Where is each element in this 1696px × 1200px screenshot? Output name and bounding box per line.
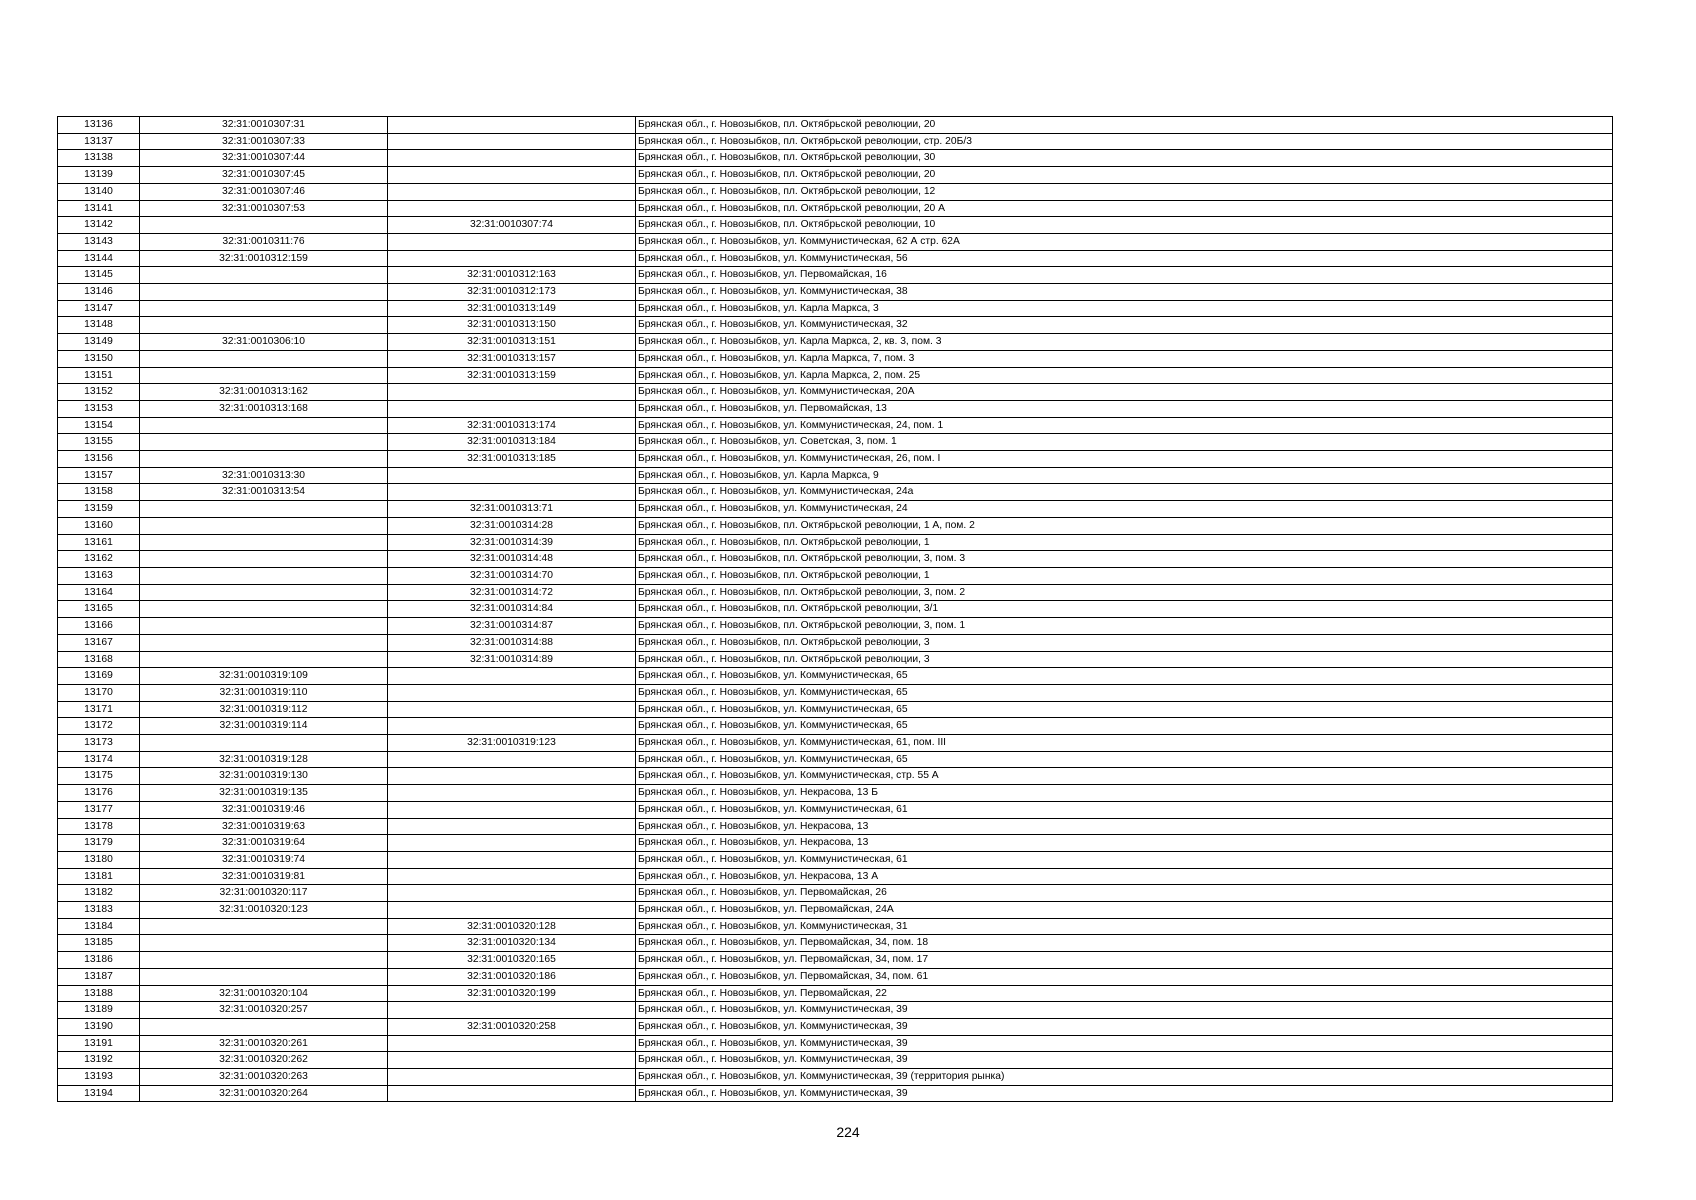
- row-number-cell: 13183: [58, 902, 140, 919]
- cadastral-number-cell: 32:31:0010307:45: [140, 167, 388, 184]
- address-cell: Брянская обл., г. Новозыбков, ул. Коммунистическая, 65: [636, 751, 1613, 768]
- related-cadastral-number-cell: [388, 400, 636, 417]
- cadastral-number-cell: 32:31:0010319:112: [140, 701, 388, 718]
- row-number-cell: 13174: [58, 751, 140, 768]
- address-cell: Брянская обл., г. Новозыбков, пл. Октябрьской революции, стр. 20Б/3: [636, 133, 1613, 150]
- address-cell: Брянская обл., г. Новозыбков, пл. Октябрьской революции, 3: [636, 634, 1613, 651]
- row-number-cell: 13156: [58, 451, 140, 468]
- related-cadastral-number-cell: 32:31:0010307:74: [388, 217, 636, 234]
- cadastral-number-cell: 32:31:0010319:63: [140, 818, 388, 835]
- table-row: [58, 902, 1613, 919]
- cadastral-number-cell: [140, 267, 388, 284]
- table-row: [58, 584, 1613, 601]
- row-number-cell: 13137: [58, 133, 140, 150]
- cadastral-number-cell: 32:31:0010320:264: [140, 1085, 388, 1102]
- cadastral-number-cell: 32:31:0010307:53: [140, 200, 388, 217]
- cadastral-number-cell: 32:31:0010319:64: [140, 835, 388, 852]
- cadastral-number-cell: 32:31:0010311:76: [140, 233, 388, 250]
- row-number-cell: 13165: [58, 601, 140, 618]
- table-row: [58, 851, 1613, 868]
- row-number-cell: 13189: [58, 1002, 140, 1019]
- related-cadastral-number-cell: 32:31:0010314:87: [388, 618, 636, 635]
- address-cell: Брянская обл., г. Новозыбков, ул. Коммунистическая, 38: [636, 284, 1613, 301]
- related-cadastral-number-cell: 32:31:0010313:149: [388, 300, 636, 317]
- cadastral-number-cell: [140, 935, 388, 952]
- page-number: 224: [836, 1124, 860, 1140]
- table-row: [58, 601, 1613, 618]
- table-row: [58, 300, 1613, 317]
- row-number-cell: 13172: [58, 718, 140, 735]
- cadastral-number-cell: [140, 350, 388, 367]
- cadastral-number-cell: 32:31:0010313:168: [140, 400, 388, 417]
- related-cadastral-number-cell: 32:31:0010313:184: [388, 434, 636, 451]
- table-row: [58, 634, 1613, 651]
- row-number-cell: 13184: [58, 918, 140, 935]
- related-cadastral-number-cell: [388, 718, 636, 735]
- related-cadastral-number-cell: 32:31:0010313:159: [388, 367, 636, 384]
- related-cadastral-number-cell: 32:31:0010314:39: [388, 534, 636, 551]
- row-number-cell: 13146: [58, 284, 140, 301]
- related-cadastral-number-cell: [388, 1085, 636, 1102]
- table-row: [58, 417, 1613, 434]
- cadastral-number-cell: [140, 451, 388, 468]
- row-number-cell: 13192: [58, 1052, 140, 1069]
- table-row: [58, 985, 1613, 1002]
- table-row: [58, 1035, 1613, 1052]
- row-number-cell: 13140: [58, 183, 140, 200]
- address-cell: Брянская обл., г. Новозыбков, пл. Октябрьской революции, 3, пом. 1: [636, 618, 1613, 635]
- cadastral-number-cell: 32:31:0010319:74: [140, 851, 388, 868]
- address-cell: Брянская обл., г. Новозыбков, ул. Карла Маркса, 9: [636, 467, 1613, 484]
- address-cell: Брянская обл., г. Новозыбков, ул. Первомайская, 34, пом. 61: [636, 968, 1613, 985]
- address-cell: Брянская обл., г. Новозыбков, ул. Коммунистическая, 39 (территория рынка): [636, 1069, 1613, 1086]
- address-cell: Брянская обл., г. Новозыбков, ул. Коммунистическая, 39: [636, 1035, 1613, 1052]
- table-row: [58, 868, 1613, 885]
- cadastral-number-cell: [140, 601, 388, 618]
- cadastral-number-cell: 32:31:0010319:81: [140, 868, 388, 885]
- table-row: [58, 818, 1613, 835]
- address-cell: Брянская обл., г. Новозыбков, ул. Советская, 3, пом. 1: [636, 434, 1613, 451]
- row-number-cell: 13162: [58, 551, 140, 568]
- cadastral-number-cell: [140, 501, 388, 518]
- table-row: [58, 684, 1613, 701]
- cadastral-number-cell: [140, 1018, 388, 1035]
- related-cadastral-number-cell: 32:31:0010313:71: [388, 501, 636, 518]
- row-number-cell: 13187: [58, 968, 140, 985]
- row-number-cell: 13185: [58, 935, 140, 952]
- table-row: [58, 233, 1613, 250]
- row-number-cell: 13193: [58, 1069, 140, 1086]
- related-cadastral-number-cell: [388, 484, 636, 501]
- table-row: [58, 567, 1613, 584]
- cadastral-number-cell: [140, 634, 388, 651]
- table-row: [58, 785, 1613, 802]
- address-cell: Брянская обл., г. Новозыбков, ул. Некрасова, 13 А: [636, 868, 1613, 885]
- address-cell: Брянская обл., г. Новозыбков, ул. Коммунистическая, 65: [636, 718, 1613, 735]
- address-cell: Брянская обл., г. Новозыбков, ул. Карла Маркса, 2, кв. 3, пом. 3: [636, 334, 1613, 351]
- cadastral-number-cell: 32:31:0010307:46: [140, 183, 388, 200]
- row-number-cell: 13164: [58, 584, 140, 601]
- row-number-cell: 13180: [58, 851, 140, 868]
- address-cell: Брянская обл., г. Новозыбков, пл. Октябрьской революции, 1: [636, 567, 1613, 584]
- cadastral-number-cell: [140, 618, 388, 635]
- registry-table: [57, 116, 1613, 1102]
- related-cadastral-number-cell: 32:31:0010320:134: [388, 935, 636, 952]
- cadastral-number-cell: [140, 584, 388, 601]
- address-cell: Брянская обл., г. Новозыбков, ул. Коммунистическая, 61, пом. III: [636, 735, 1613, 752]
- table-row: [58, 484, 1613, 501]
- related-cadastral-number-cell: 32:31:0010320:258: [388, 1018, 636, 1035]
- table-row: [58, 952, 1613, 969]
- cadastral-number-cell: 32:31:0010307:33: [140, 133, 388, 150]
- row-number-cell: 13167: [58, 634, 140, 651]
- related-cadastral-number-cell: [388, 1069, 636, 1086]
- table-row: [58, 701, 1613, 718]
- related-cadastral-number-cell: 32:31:0010313:157: [388, 350, 636, 367]
- table-row: [58, 885, 1613, 902]
- address-cell: Брянская обл., г. Новозыбков, ул. Коммунистическая, 39: [636, 1085, 1613, 1102]
- related-cadastral-number-cell: 32:31:0010320:186: [388, 968, 636, 985]
- table-row: [58, 217, 1613, 234]
- cadastral-number-cell: 32:31:0010319:130: [140, 768, 388, 785]
- related-cadastral-number-cell: [388, 885, 636, 902]
- related-cadastral-number-cell: [388, 117, 636, 134]
- table-row: [58, 801, 1613, 818]
- row-number-cell: 13154: [58, 417, 140, 434]
- row-number-cell: 13179: [58, 835, 140, 852]
- address-cell: Брянская обл., г. Новозыбков, ул. Первомайская, 26: [636, 885, 1613, 902]
- related-cadastral-number-cell: [388, 835, 636, 852]
- related-cadastral-number-cell: [388, 818, 636, 835]
- cadastral-number-cell: [140, 918, 388, 935]
- related-cadastral-number-cell: [388, 1035, 636, 1052]
- related-cadastral-number-cell: [388, 250, 636, 267]
- table-row: [58, 935, 1613, 952]
- cadastral-number-cell: [140, 300, 388, 317]
- cadastral-number-cell: [140, 952, 388, 969]
- table-row: [58, 167, 1613, 184]
- address-cell: Брянская обл., г. Новозыбков, ул. Коммунистическая, 20А: [636, 384, 1613, 401]
- table-row: [58, 534, 1613, 551]
- table-row: [58, 918, 1613, 935]
- address-cell: Брянская обл., г. Новозыбков, ул. Коммунистическая, 39: [636, 1018, 1613, 1035]
- cadastral-number-cell: 32:31:0010320:104: [140, 985, 388, 1002]
- address-cell: Брянская обл., г. Новозыбков, ул. Некрасова, 13 Б: [636, 785, 1613, 802]
- row-number-cell: 13159: [58, 501, 140, 518]
- related-cadastral-number-cell: 32:31:0010320:199: [388, 985, 636, 1002]
- table-row: [58, 1085, 1613, 1102]
- address-cell: Брянская обл., г. Новозыбков, ул. Коммунистическая, 39: [636, 1052, 1613, 1069]
- address-cell: Брянская обл., г. Новозыбков, ул. Коммунистическая, 61: [636, 801, 1613, 818]
- address-cell: Брянская обл., г. Новозыбков, ул. Некрасова, 13: [636, 835, 1613, 852]
- table-row: [58, 1069, 1613, 1086]
- cadastral-number-cell: [140, 517, 388, 534]
- related-cadastral-number-cell: 32:31:0010313:185: [388, 451, 636, 468]
- cadastral-number-cell: 32:31:0010319:46: [140, 801, 388, 818]
- row-number-cell: 13182: [58, 885, 140, 902]
- table-row: [58, 1002, 1613, 1019]
- address-cell: Брянская обл., г. Новозыбков, ул. Карла Маркса, 7, пом. 3: [636, 350, 1613, 367]
- row-number-cell: 13147: [58, 300, 140, 317]
- row-number-cell: 13175: [58, 768, 140, 785]
- address-cell: Брянская обл., г. Новозыбков, пл. Октябрьской революции, 3, пом. 3: [636, 551, 1613, 568]
- address-cell: Брянская обл., г. Новозыбков, ул. Первомайская, 24А: [636, 902, 1613, 919]
- related-cadastral-number-cell: [388, 167, 636, 184]
- row-number-cell: 13160: [58, 517, 140, 534]
- table-row: [58, 434, 1613, 451]
- related-cadastral-number-cell: [388, 183, 636, 200]
- related-cadastral-number-cell: [388, 868, 636, 885]
- address-cell: Брянская обл., г. Новозыбков, ул. Карла Маркса, 3: [636, 300, 1613, 317]
- related-cadastral-number-cell: [388, 384, 636, 401]
- row-number-cell: 13150: [58, 350, 140, 367]
- related-cadastral-number-cell: [388, 467, 636, 484]
- row-number-cell: 13194: [58, 1085, 140, 1102]
- address-cell: Брянская обл., г. Новозыбков, ул. Первомайская, 13: [636, 400, 1613, 417]
- cadastral-number-cell: 32:31:0010307:31: [140, 117, 388, 134]
- table-row: [58, 501, 1613, 518]
- related-cadastral-number-cell: 32:31:0010314:48: [388, 551, 636, 568]
- address-cell: Брянская обл., г. Новозыбков, ул. Первомайская, 34, пом. 17: [636, 952, 1613, 969]
- cadastral-number-cell: [140, 651, 388, 668]
- table-row: [58, 751, 1613, 768]
- table-row: [58, 1018, 1613, 1035]
- related-cadastral-number-cell: [388, 150, 636, 167]
- related-cadastral-number-cell: [388, 701, 636, 718]
- table-row: [58, 350, 1613, 367]
- address-cell: Брянская обл., г. Новозыбков, ул. Первомайская, 22: [636, 985, 1613, 1002]
- cadastral-number-cell: [140, 434, 388, 451]
- table-row: [58, 618, 1613, 635]
- table-row: [58, 651, 1613, 668]
- row-number-cell: 13149: [58, 334, 140, 351]
- address-cell: Брянская обл., г. Новозыбков, пл. Октябрьской революции, 12: [636, 183, 1613, 200]
- cadastral-number-cell: [140, 284, 388, 301]
- related-cadastral-number-cell: 32:31:0010313:150: [388, 317, 636, 334]
- row-number-cell: 13141: [58, 200, 140, 217]
- related-cadastral-number-cell: [388, 902, 636, 919]
- row-number-cell: 13176: [58, 785, 140, 802]
- cadastral-number-cell: 32:31:0010306:10: [140, 334, 388, 351]
- related-cadastral-number-cell: 32:31:0010320:128: [388, 918, 636, 935]
- address-cell: Брянская обл., г. Новозыбков, пл. Октябрьской революции, 20 А: [636, 200, 1613, 217]
- row-number-cell: 13155: [58, 434, 140, 451]
- related-cadastral-number-cell: [388, 668, 636, 685]
- related-cadastral-number-cell: 32:31:0010312:173: [388, 284, 636, 301]
- row-number-cell: 13170: [58, 684, 140, 701]
- table-row: [58, 968, 1613, 985]
- address-cell: Брянская обл., г. Новозыбков, ул. Коммунистическая, 32: [636, 317, 1613, 334]
- related-cadastral-number-cell: [388, 801, 636, 818]
- cadastral-number-cell: 32:31:0010319:114: [140, 718, 388, 735]
- address-cell: Брянская обл., г. Новозыбков, пл. Октябрьской революции, 20: [636, 167, 1613, 184]
- cadastral-number-cell: 32:31:0010319:135: [140, 785, 388, 802]
- address-cell: Брянская обл., г. Новозыбков, ул. Первомайская, 34, пом. 18: [636, 935, 1613, 952]
- cadastral-number-cell: [140, 551, 388, 568]
- address-cell: Брянская обл., г. Новозыбков, пл. Октябрьской революции, 3, пом. 2: [636, 584, 1613, 601]
- cadastral-number-cell: 32:31:0010313:54: [140, 484, 388, 501]
- registry-table-body: [58, 117, 1613, 1102]
- related-cadastral-number-cell: 32:31:0010312:163: [388, 267, 636, 284]
- row-number-cell: 13143: [58, 233, 140, 250]
- address-cell: Брянская обл., г. Новозыбков, ул. Коммунистическая, 61: [636, 851, 1613, 868]
- row-number-cell: 13177: [58, 801, 140, 818]
- cadastral-number-cell: [140, 567, 388, 584]
- row-number-cell: 13163: [58, 567, 140, 584]
- table-row: [58, 317, 1613, 334]
- table-row: [58, 451, 1613, 468]
- row-number-cell: 13136: [58, 117, 140, 134]
- cadastral-number-cell: 32:31:0010319:109: [140, 668, 388, 685]
- cadastral-number-cell: 32:31:0010319:110: [140, 684, 388, 701]
- row-number-cell: 13191: [58, 1035, 140, 1052]
- address-cell: Брянская обл., г. Новозыбков, ул. Коммунистическая, 65: [636, 701, 1613, 718]
- table-row: [58, 551, 1613, 568]
- address-cell: Брянская обл., г. Новозыбков, ул. Коммунистическая, 65: [636, 668, 1613, 685]
- row-number-cell: 13145: [58, 267, 140, 284]
- row-number-cell: 13171: [58, 701, 140, 718]
- row-number-cell: 13139: [58, 167, 140, 184]
- related-cadastral-number-cell: 32:31:0010314:84: [388, 601, 636, 618]
- row-number-cell: 13173: [58, 735, 140, 752]
- cadastral-number-cell: [140, 417, 388, 434]
- row-number-cell: 13144: [58, 250, 140, 267]
- address-cell: Брянская обл., г. Новозыбков, ул. Коммунистическая, 26, пом. I: [636, 451, 1613, 468]
- table-row: [58, 1052, 1613, 1069]
- row-number-cell: 13152: [58, 384, 140, 401]
- cadastral-number-cell: 32:31:0010319:128: [140, 751, 388, 768]
- row-number-cell: 13138: [58, 150, 140, 167]
- row-number-cell: 13166: [58, 618, 140, 635]
- address-cell: Брянская обл., г. Новозыбков, ул. Коммунистическая, 62 А стр. 62А: [636, 233, 1613, 250]
- row-number-cell: 13190: [58, 1018, 140, 1035]
- table-row: [58, 718, 1613, 735]
- related-cadastral-number-cell: 32:31:0010314:70: [388, 567, 636, 584]
- related-cadastral-number-cell: 32:31:0010314:88: [388, 634, 636, 651]
- related-cadastral-number-cell: [388, 851, 636, 868]
- related-cadastral-number-cell: [388, 768, 636, 785]
- cadastral-number-cell: [140, 534, 388, 551]
- row-number-cell: 13168: [58, 651, 140, 668]
- table-row: [58, 367, 1613, 384]
- address-cell: Брянская обл., г. Новозыбков, ул. Коммунистическая, 24а: [636, 484, 1613, 501]
- row-number-cell: 13151: [58, 367, 140, 384]
- related-cadastral-number-cell: [388, 785, 636, 802]
- table-row: [58, 200, 1613, 217]
- related-cadastral-number-cell: 32:31:0010313:151: [388, 334, 636, 351]
- related-cadastral-number-cell: [388, 233, 636, 250]
- table-row: [58, 250, 1613, 267]
- cadastral-number-cell: 32:31:0010307:44: [140, 150, 388, 167]
- address-cell: Брянская обл., г. Новозыбков, пл. Октябрьской революции, 30: [636, 150, 1613, 167]
- table-row: [58, 284, 1613, 301]
- table-row: [58, 334, 1613, 351]
- cadastral-number-cell: 32:31:0010320:261: [140, 1035, 388, 1052]
- table-row: [58, 467, 1613, 484]
- cadastral-number-cell: 32:31:0010320:123: [140, 902, 388, 919]
- related-cadastral-number-cell: 32:31:0010314:72: [388, 584, 636, 601]
- cadastral-number-cell: 32:31:0010313:162: [140, 384, 388, 401]
- cadastral-number-cell: 32:31:0010313:30: [140, 467, 388, 484]
- table-row: [58, 835, 1613, 852]
- row-number-cell: 13153: [58, 400, 140, 417]
- address-cell: Брянская обл., г. Новозыбков, ул. Некрасова, 13: [636, 818, 1613, 835]
- related-cadastral-number-cell: [388, 751, 636, 768]
- table-row: [58, 150, 1613, 167]
- row-number-cell: 13142: [58, 217, 140, 234]
- address-cell: Брянская обл., г. Новозыбков, пл. Октябрьской революции, 1: [636, 534, 1613, 551]
- related-cadastral-number-cell: 32:31:0010320:165: [388, 952, 636, 969]
- address-cell: Брянская обл., г. Новозыбков, ул. Коммунистическая, 65: [636, 684, 1613, 701]
- cadastral-number-cell: [140, 317, 388, 334]
- cadastral-number-cell: 32:31:0010320:263: [140, 1069, 388, 1086]
- row-number-cell: 13157: [58, 467, 140, 484]
- table-row: [58, 267, 1613, 284]
- cadastral-number-cell: [140, 367, 388, 384]
- cadastral-number-cell: 32:31:0010320:117: [140, 885, 388, 902]
- cadastral-number-cell: 32:31:0010320:257: [140, 1002, 388, 1019]
- row-number-cell: 13181: [58, 868, 140, 885]
- table-row: [58, 668, 1613, 685]
- address-cell: Брянская обл., г. Новозыбков, ул. Карла Маркса, 2, пом. 25: [636, 367, 1613, 384]
- related-cadastral-number-cell: [388, 133, 636, 150]
- cadastral-number-cell: 32:31:0010312:159: [140, 250, 388, 267]
- table-row: [58, 384, 1613, 401]
- address-cell: Брянская обл., г. Новозыбков, пл. Октябрьской революции, 3/1: [636, 601, 1613, 618]
- row-number-cell: 13158: [58, 484, 140, 501]
- table-row: [58, 133, 1613, 150]
- table-row: [58, 183, 1613, 200]
- related-cadastral-number-cell: 32:31:0010319:123: [388, 735, 636, 752]
- address-cell: Брянская обл., г. Новозыбков, ул. Коммунистическая, 24, пом. 1: [636, 417, 1613, 434]
- table-row: [58, 735, 1613, 752]
- row-number-cell: 13148: [58, 317, 140, 334]
- related-cadastral-number-cell: [388, 1052, 636, 1069]
- table-row: [58, 517, 1613, 534]
- related-cadastral-number-cell: [388, 684, 636, 701]
- address-cell: Брянская обл., г. Новозыбков, пл. Октябрьской революции, 20: [636, 117, 1613, 134]
- cadastral-number-cell: [140, 735, 388, 752]
- row-number-cell: 13161: [58, 534, 140, 551]
- address-cell: Брянская обл., г. Новозыбков, пл. Октябрьской революции, 1 А, пом. 2: [636, 517, 1613, 534]
- row-number-cell: 13186: [58, 952, 140, 969]
- address-cell: Брянская обл., г. Новозыбков, ул. Коммунистическая, 39: [636, 1002, 1613, 1019]
- cadastral-number-cell: [140, 968, 388, 985]
- cadastral-number-cell: [140, 217, 388, 234]
- address-cell: Брянская обл., г. Новозыбков, пл. Октябрьской революции, 3: [636, 651, 1613, 668]
- related-cadastral-number-cell: 32:31:0010314:28: [388, 517, 636, 534]
- row-number-cell: 13188: [58, 985, 140, 1002]
- table-row: [58, 117, 1613, 134]
- table-row: [58, 400, 1613, 417]
- row-number-cell: 13178: [58, 818, 140, 835]
- table-row: [58, 768, 1613, 785]
- related-cadastral-number-cell: [388, 200, 636, 217]
- address-cell: Брянская обл., г. Новозыбков, ул. Коммунистическая, 56: [636, 250, 1613, 267]
- related-cadastral-number-cell: 32:31:0010314:89: [388, 651, 636, 668]
- address-cell: Брянская обл., г. Новозыбков, ул. Коммунистическая, 31: [636, 918, 1613, 935]
- related-cadastral-number-cell: [388, 1002, 636, 1019]
- address-cell: Брянская обл., г. Новозыбков, ул. Первомайская, 16: [636, 267, 1613, 284]
- cadastral-number-cell: 32:31:0010320:262: [140, 1052, 388, 1069]
- address-cell: Брянская обл., г. Новозыбков, ул. Коммунистическая, стр. 55 А: [636, 768, 1613, 785]
- row-number-cell: 13169: [58, 668, 140, 685]
- address-cell: Брянская обл., г. Новозыбков, пл. Октябрьской революции, 10: [636, 217, 1613, 234]
- related-cadastral-number-cell: 32:31:0010313:174: [388, 417, 636, 434]
- address-cell: Брянская обл., г. Новозыбков, ул. Коммунистическая, 24: [636, 501, 1613, 518]
